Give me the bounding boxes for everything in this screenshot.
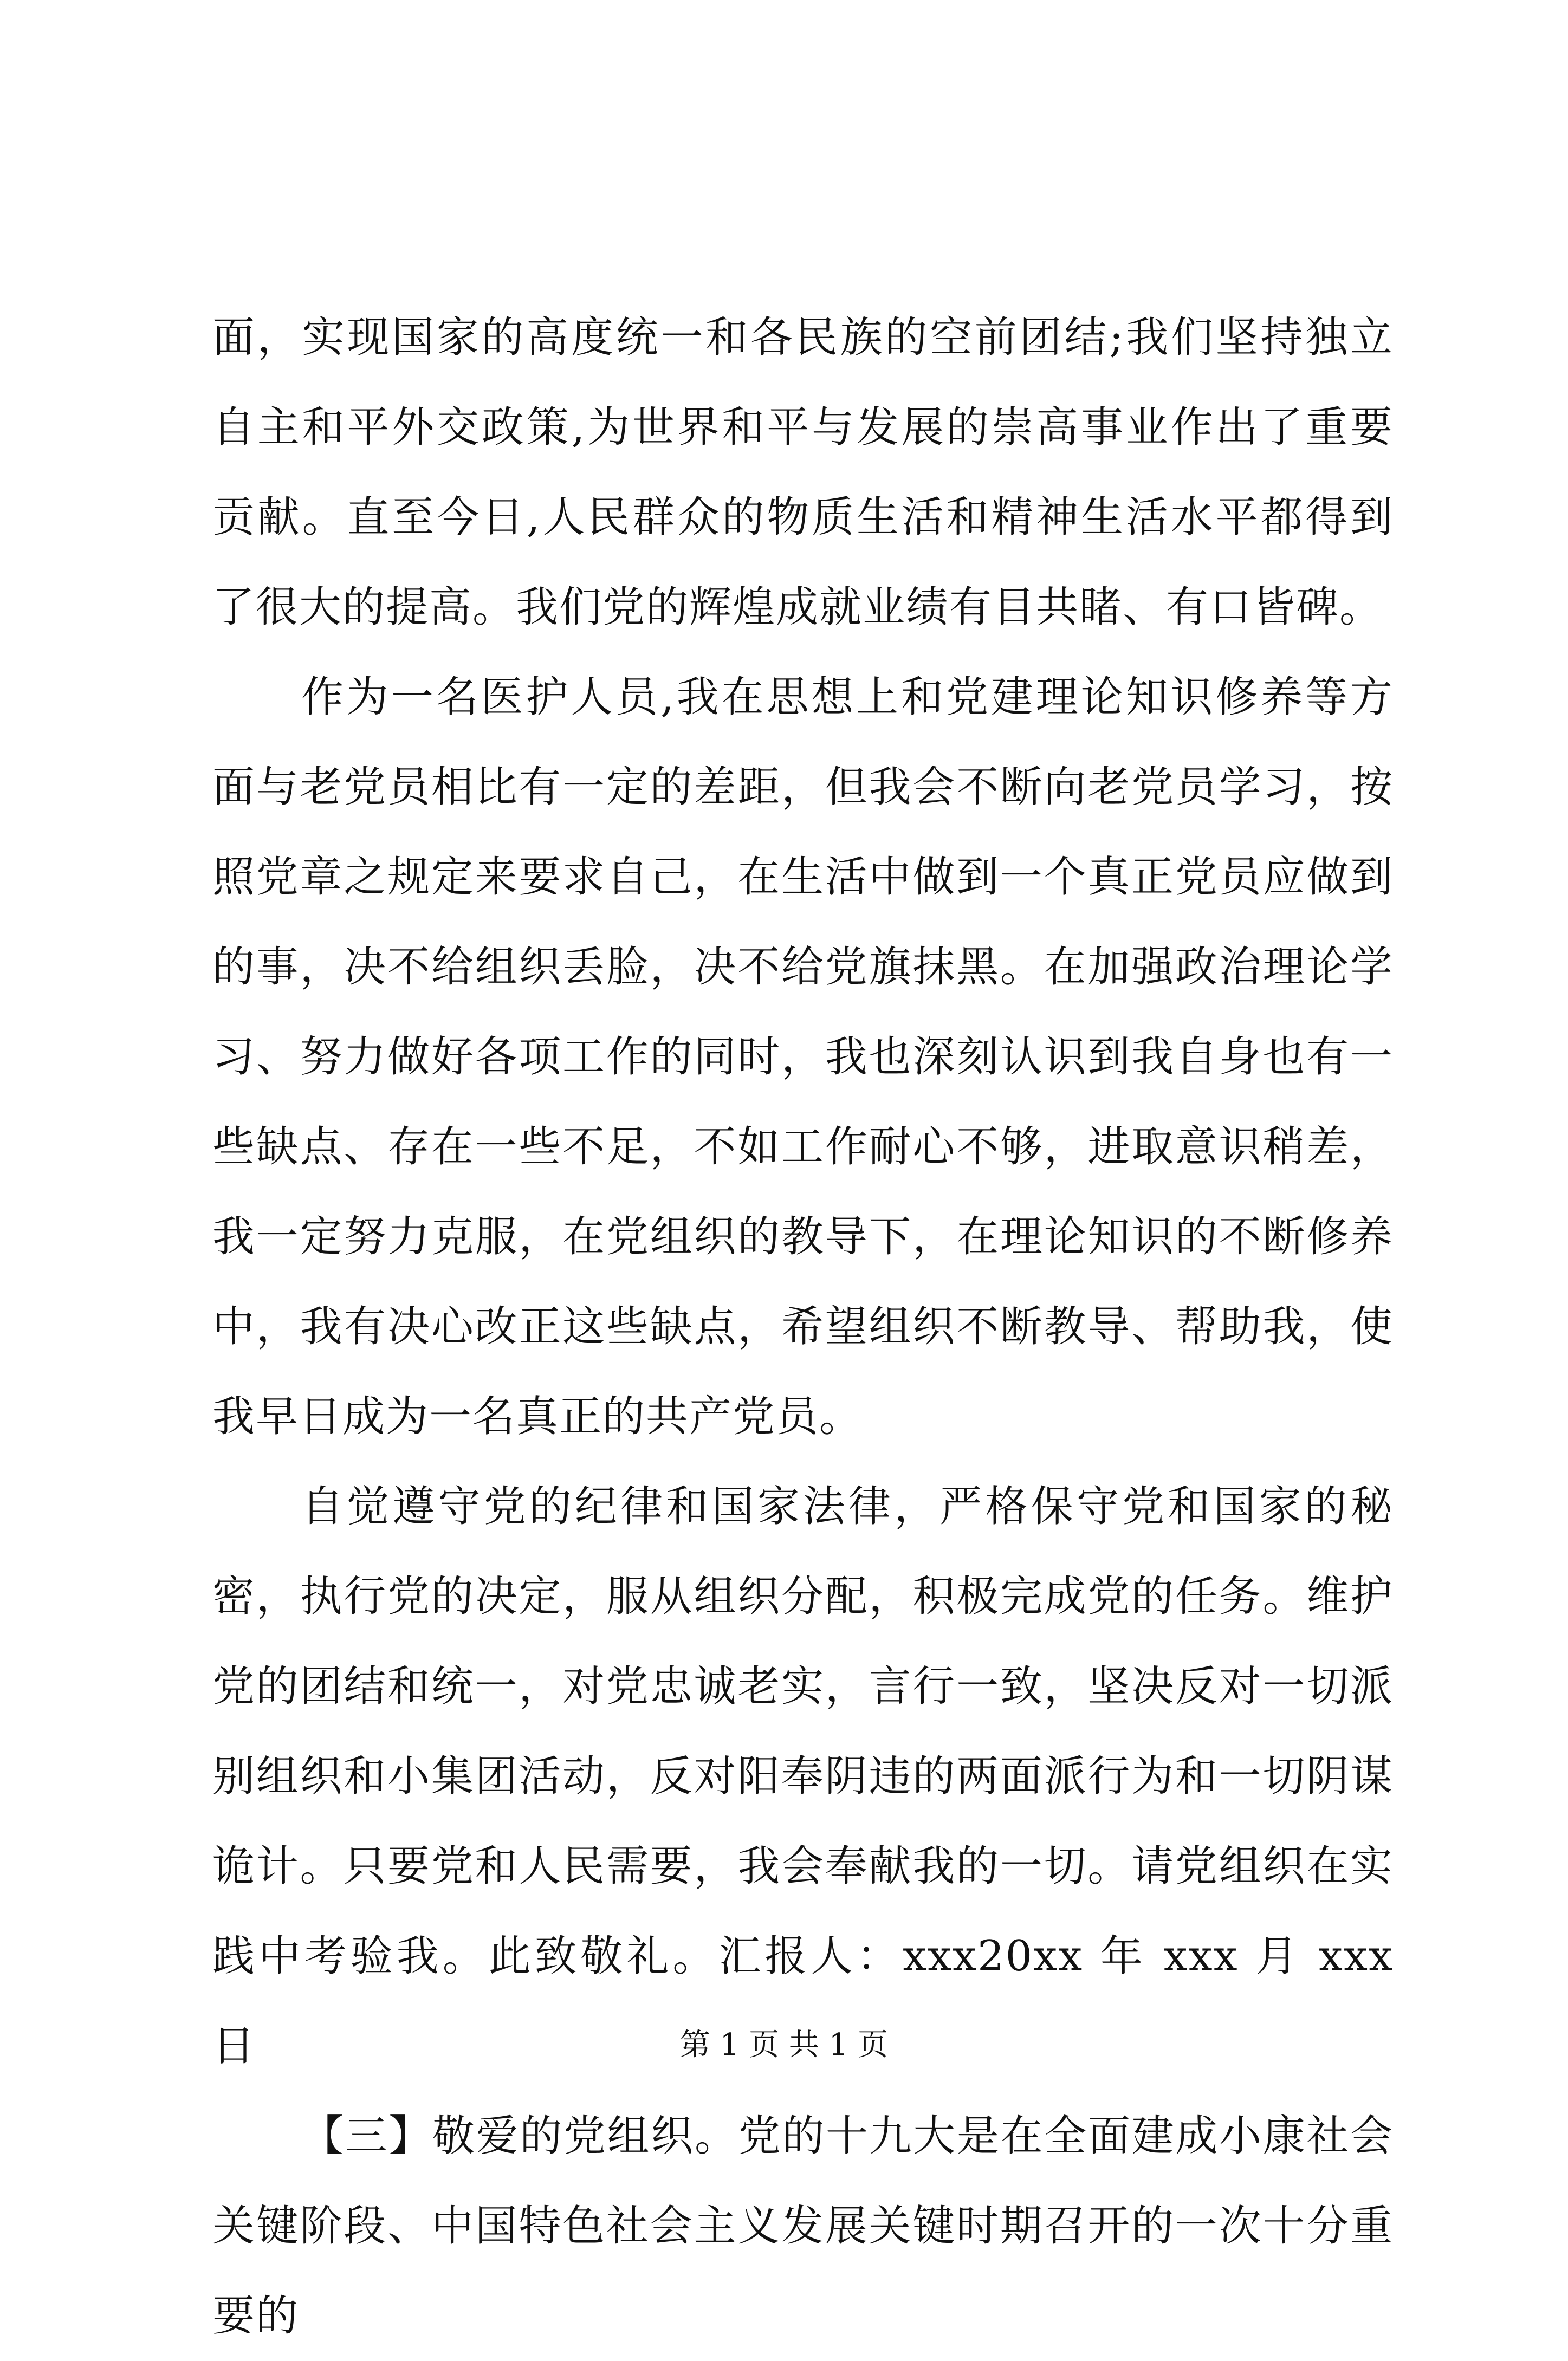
paragraph-1: 面，实现国家的高度统一和各民族的空前团结;我们坚持独立自主和平外交政策,为世界和平与发展的崇高事业作出了重要贡献。直至今日,人民群众的物质生活和精神生活水平都得到了很大的提高。我们党的辉煌成就业绩有目共睹、有口皆碑。 — [212, 313, 1394, 632]
paragraph-4: 【三】敬爱的党组织。党的十九大是在全面建成小康社会关键阶段、中国特色社会主义发展关键时期召开的一次十分重要的 — [212, 2112, 1394, 2340]
paragraph-2: 作为一名医护人员,我在思想上和党建理论知识修养等方面与老党员相比有一定的差距，但我会不断向老党员学习，按照党章之规定来要求自己，在生活中做到一个真正党员应做到的事，决不给组织丢脸，决不给党旗抹黑。在加强政治理论学习、努力做好各项工作的同时，我也深刻认识到我自身也有一些缺点、存在一些不足，不如工作耐心不够，进取意识稍差，我一定努力克服，在党组织的教导下，在理论知识的不断修养中，我有决心改正这些缺点，希望组织不断教导、帮助我，使我早日成为一名真正的共产党员。 — [212, 673, 1394, 1441]
page-footer: 第 1 页 共 1 页 — [679, 2027, 889, 2062]
paragraph-3: 自觉遵守党的纪律和国家法律，严格保守党和国家的秘密，执行党的决定，服从组织分配，积极完成党的任务。维护党的团结和统一，对党忠诚老实，言行一致，坚决反对一切派别组织和小集团活动，反对阳奉阴违的两面派行为和一切阴谋诡计。只要党和人民需要，我会奉献我的一切。请党组织在实践中考验我。此致敬礼。汇报人：xxx20xx 年 xxx 月 xxx 日 — [212, 1482, 1394, 2071]
